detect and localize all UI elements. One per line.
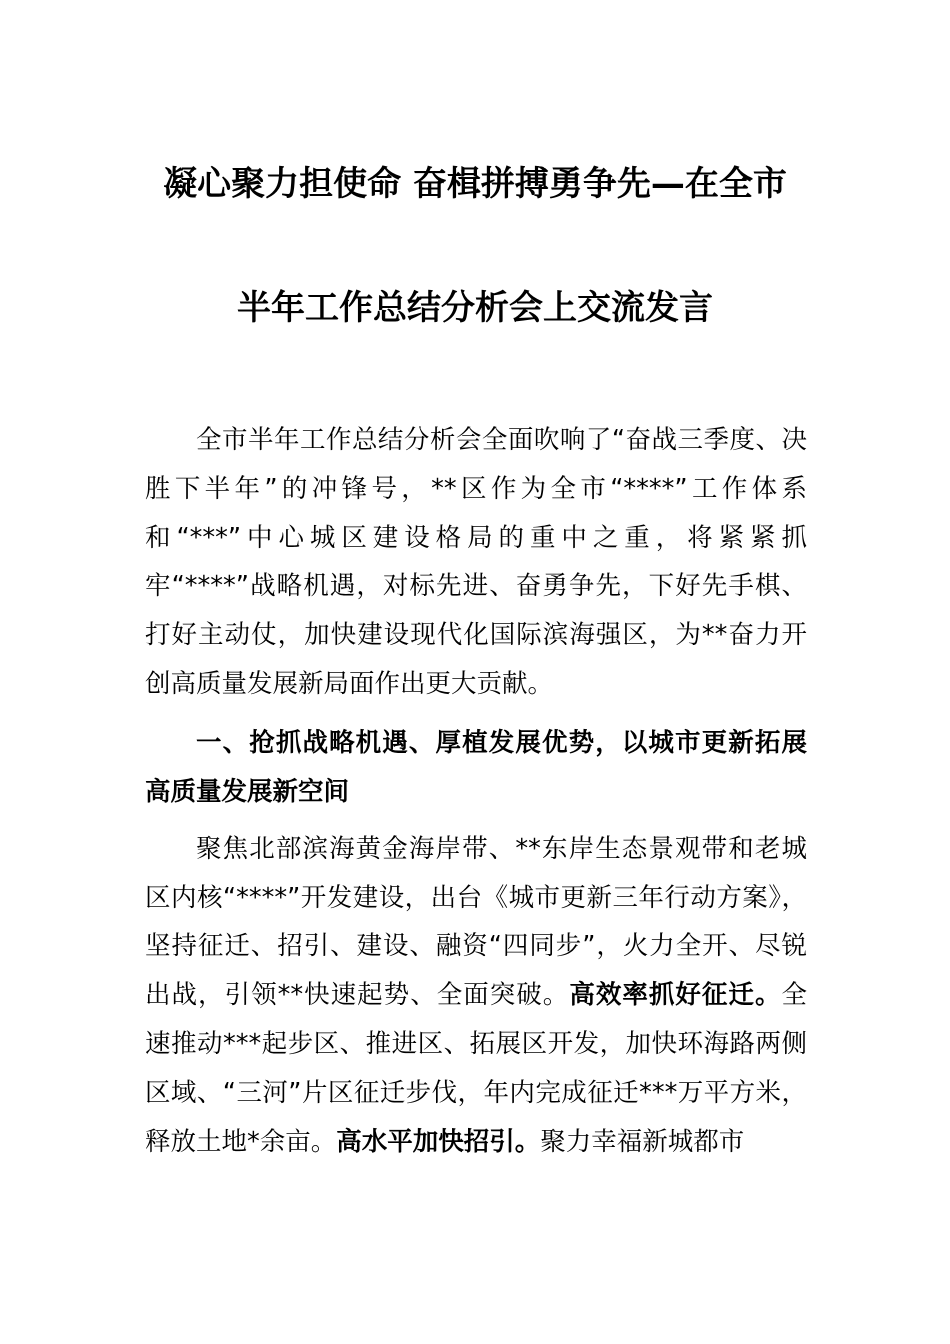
section-1-heading: 一、抢抓战略机遇、厚植发展优势，以城市更新拓展高质量发展新空间 (145, 727, 807, 807)
document-title-line-2: 半年工作总结分析会上交流发言 (237, 288, 713, 328)
section-1-text-2: 全速推动***起步区、推进区、拓展区开发，加快环海路两侧区域、“三河”片区征迁步伐，年内完成征迁***万平方米，释放土地*余亩。 (145, 980, 807, 1157)
section-1-bold-2: 高水平加快招引。 (336, 1126, 541, 1157)
section-1-text-3: 聚力幸福新城都市 (540, 1126, 745, 1157)
section-1-text-1: 聚焦北部滨海黄金海岸带、**东岸生态景观带和老城区内核“****”开发建设，出台《城市更新三年行动方案》，坚持征迁、招引、建设、融资“四同步”，火力全开、尽锐出战，引领**快速起势、全面突破。 (145, 833, 807, 1011)
intro-paragraph: 全市半年工作总结分析会全面吹响了“奋战三季度、决胜下半年”的冲锋号，**区作为全市“****”工作体系和“***”中心城区建设格局的重中之重，将紧紧抓牢“****”战略机遇，对标先进、奋勇争先，下好先手棋、打好主动仗，加快建设现代化国际滨海强区，为**奋力开创高质量发展新局面作出更大贡献。 (145, 425, 807, 699)
document-body (145, 416, 807, 1166)
section-1-paragraph (145, 825, 807, 1167)
document-title-line-1: 凝心聚力担使命 奋楫拼搏勇争先—在全市 (163, 164, 787, 204)
section-1-bold-1: 高效率抓好征迁。 (569, 980, 782, 1011)
